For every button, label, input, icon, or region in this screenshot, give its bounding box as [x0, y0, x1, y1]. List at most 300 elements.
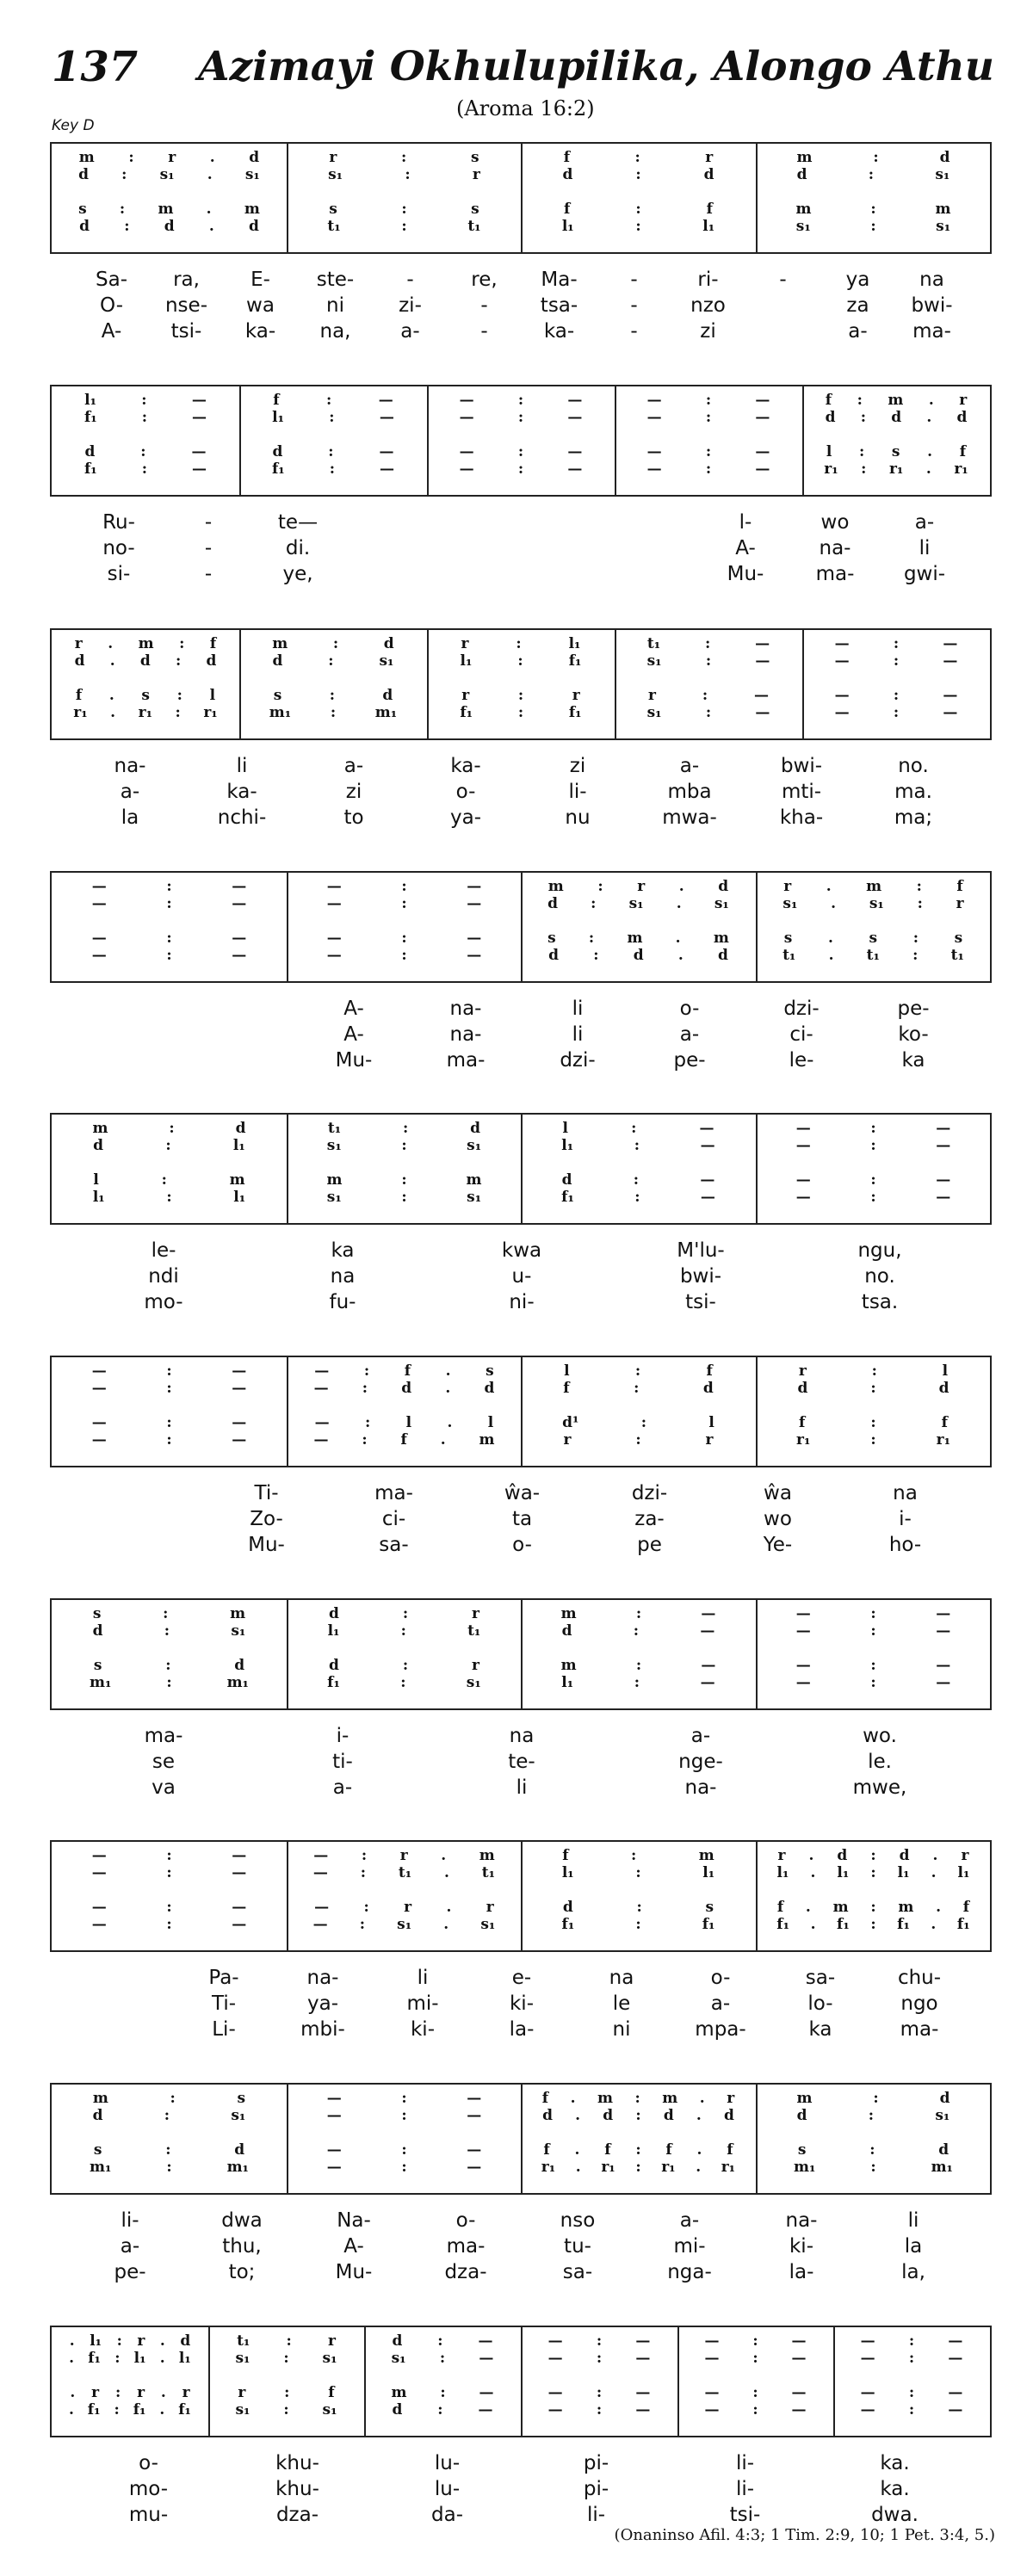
note-token: : [635, 1657, 642, 1674]
note-token: s [471, 149, 479, 166]
note-token: . [69, 2350, 75, 2367]
note-token: : [705, 635, 711, 652]
note-token: : [893, 652, 900, 670]
note-token: . [805, 1899, 811, 1916]
voice-notes [297, 1916, 511, 1933]
note-token: — [755, 635, 770, 652]
note-token: s₁ [231, 2107, 246, 2124]
note-token: r [705, 1431, 714, 1449]
staff-box [50, 385, 992, 497]
note-token: — [232, 1847, 247, 1864]
note-token: d [392, 2332, 403, 2350]
note-token: s [273, 687, 282, 704]
note-token: : [359, 1916, 365, 1933]
note-token: r [329, 149, 337, 166]
note-token: : [870, 201, 876, 218]
note-token: — [567, 409, 583, 426]
lyric-syllable: te— [277, 511, 319, 534]
note-token: — [459, 460, 474, 478]
note-token: . [445, 1380, 451, 1397]
note-token: : [908, 2384, 915, 2401]
bar-line [239, 630, 241, 738]
note-token: f [799, 1414, 806, 1431]
lyric-syllable: kha- [779, 806, 824, 829]
lyric-syllable: ma- [900, 2018, 939, 2041]
lyric-syllable: na- [819, 537, 851, 559]
note-token: : [635, 201, 641, 218]
note-token: — [91, 895, 107, 912]
voice-notes [531, 201, 745, 218]
lyric-syllable: Ti- [254, 1482, 279, 1504]
note-token: s₁ [328, 166, 343, 183]
note-token: s₁ [322, 2401, 337, 2418]
note-token: m [466, 1171, 482, 1189]
voice-notes [62, 392, 229, 409]
voice-notes [766, 1916, 980, 1933]
voice-notes [297, 2159, 511, 2176]
voice-notes [437, 635, 604, 652]
bar-line [287, 1115, 288, 1223]
note-token: — [191, 392, 207, 409]
note-token: : [360, 1864, 367, 1881]
lyric-syllable: - [406, 269, 414, 291]
note-token: s [705, 1899, 714, 1916]
note-token: — [936, 1605, 951, 1622]
note-token: . [110, 704, 116, 721]
lyric-syllable: Ru- [102, 511, 135, 534]
voice-notes [531, 1847, 745, 1864]
note-token: : [596, 2401, 603, 2418]
lyric-syllable: li [919, 537, 931, 559]
lyric-syllable: zi- [399, 294, 422, 317]
voice-notes [766, 218, 980, 235]
voice-notes [531, 1414, 745, 1431]
note-token: l₁ [702, 218, 715, 235]
voice-notes [437, 443, 604, 460]
note-token: d [139, 652, 151, 670]
note-token: m [479, 1431, 495, 1449]
note-token: f [400, 1431, 407, 1449]
note-token: — [948, 2384, 963, 2401]
note-token: — [191, 443, 207, 460]
note-token: — [326, 2090, 342, 2107]
note-token: . [445, 1362, 451, 1380]
music-system [50, 2326, 992, 2545]
note-token: : [873, 149, 879, 166]
note-token: l₁ [561, 1674, 574, 1691]
note-token: . [931, 1916, 937, 1933]
note-token: t₁ [398, 1864, 412, 1881]
note-token: f₁ [956, 1916, 970, 1933]
note-token: f [543, 2141, 550, 2159]
note-token: s₁ [869, 895, 884, 912]
note-token: : [114, 2384, 121, 2401]
lyric-syllable: i- [899, 1508, 912, 1530]
note-token: — [791, 2401, 807, 2418]
note-token: s₁ [936, 218, 951, 235]
lyric-syllable: ti- [332, 1751, 353, 1773]
voice-notes [813, 460, 980, 478]
note-token: — [567, 460, 583, 478]
lyric-syllable: si- [107, 563, 131, 585]
note-token: — [943, 704, 958, 721]
note-token: f₁ [837, 1916, 850, 1933]
lyric-syllable: khu- [275, 2478, 319, 2500]
voice-notes [62, 895, 276, 912]
note-token: : [401, 201, 407, 218]
note-token: f₁ [133, 2401, 146, 2418]
voice-notes [531, 1380, 745, 1397]
lyric-syllable: da- [431, 2504, 463, 2526]
lyric-syllable: - [204, 511, 213, 534]
note-token: — [459, 443, 474, 460]
voice-notes [531, 1120, 745, 1137]
lyric-syllable: na [509, 1725, 535, 1747]
note-token: f [75, 687, 83, 704]
voice-notes [297, 2107, 511, 2124]
note-token: : [893, 687, 900, 704]
note-token: . [826, 878, 832, 895]
note-token: — [232, 947, 247, 964]
note-token: t₁ [950, 947, 964, 964]
note-token: r [798, 1362, 807, 1380]
bar-line [239, 386, 241, 495]
note-token: m₁ [374, 704, 398, 721]
note-token: f₁ [271, 460, 285, 478]
voice-notes [62, 1137, 276, 1154]
voice-notes [766, 930, 980, 947]
note-token: : [868, 166, 875, 183]
voice-notes [813, 635, 980, 652]
note-token: : [403, 1120, 409, 1137]
note-token: l₁ [84, 392, 97, 409]
note-token: : [401, 2159, 407, 2176]
lyric-syllable: dwa. [871, 2504, 919, 2526]
note-token: : [870, 1120, 876, 1137]
lyric-syllable: fu- [329, 1291, 356, 1313]
note-token: : [917, 895, 923, 912]
lyric-syllable: li- [121, 2209, 139, 2232]
lyric-syllable: dza- [444, 2261, 487, 2283]
voice-notes [62, 1847, 276, 1864]
note-token: d [837, 1847, 848, 1864]
note-token: : [517, 409, 524, 426]
music-system [50, 1598, 992, 1818]
lyric-syllable: ste- [316, 269, 355, 291]
voice-notes [62, 1657, 276, 1674]
voice-notes [844, 2350, 980, 2367]
note-token: — [795, 1120, 811, 1137]
note-token: — [704, 2384, 720, 2401]
note-token: d [78, 166, 89, 183]
lyric-syllable: na- [114, 755, 146, 777]
note-token: — [192, 460, 207, 478]
note-token: m [391, 2384, 407, 2401]
note-token: : [166, 930, 172, 947]
note-token: d [825, 409, 836, 426]
voice-notes [62, 443, 229, 460]
lyric-syllable: o- [710, 1967, 731, 1989]
voice-notes [297, 895, 511, 912]
lyric-syllable: ma- [446, 2235, 486, 2258]
lyric-syllable: nu [565, 806, 591, 829]
note-token: l₁ [561, 218, 574, 235]
voice-notes [437, 704, 604, 721]
note-token: l [708, 1414, 714, 1431]
note-token: — [467, 2141, 482, 2159]
voice-notes [62, 1189, 276, 1206]
voice-notes [813, 443, 980, 460]
note-token: r [399, 1847, 408, 1864]
lyric-syllable: li [417, 1967, 429, 1989]
note-token: : [596, 2384, 603, 2401]
voice-notes [62, 1622, 276, 1640]
lyric-syllable: - [480, 320, 488, 343]
note-token: — [567, 443, 583, 460]
voice-notes [625, 392, 792, 409]
note-token: d [248, 218, 259, 235]
note-token: f [706, 1362, 713, 1380]
note-token: t₁ [237, 2332, 251, 2350]
lyric-syllable: ka [331, 1239, 355, 1262]
voice-notes [219, 2350, 354, 2367]
note-token: — [936, 1622, 951, 1640]
lyric-syllable: za [846, 294, 869, 317]
voice-notes [531, 1137, 745, 1154]
voice-notes [531, 2350, 667, 2367]
note-token: r [74, 635, 83, 652]
note-token: r [486, 1899, 494, 1916]
voice-notes [219, 2332, 354, 2350]
lyric-syllable: a- [343, 755, 364, 777]
note-token: — [943, 652, 958, 670]
note-token: — [699, 1120, 714, 1137]
lyric-syllable: ya [845, 269, 870, 291]
lyric-syllable: ngo [900, 1992, 938, 2015]
lyric-syllable: nse- [164, 294, 207, 317]
lyric-syllable: ta [511, 1508, 533, 1530]
voice-notes [62, 1899, 276, 1916]
note-token: — [547, 2401, 563, 2418]
note-token: — [91, 1414, 107, 1431]
note-token: : [170, 2090, 176, 2107]
lyric-syllable: le [612, 1992, 631, 2015]
lyric-syllable: dza- [275, 2504, 319, 2526]
voice-notes [62, 2107, 276, 2124]
note-token: f [404, 1362, 411, 1380]
note-token: : [362, 1431, 368, 1449]
note-token: : [400, 1674, 406, 1691]
note-token: d [235, 1120, 246, 1137]
note-token: — [755, 460, 770, 478]
note-token: — [91, 947, 107, 964]
note-token: f₁ [897, 1916, 910, 1933]
note-token: : [330, 704, 337, 721]
note-token: l [564, 1362, 570, 1380]
note-token: : [166, 2159, 172, 2176]
lyric-syllable: l- [739, 511, 752, 534]
note-token: f₁ [327, 1674, 340, 1691]
note-token: m [92, 1120, 108, 1137]
note-token: . [159, 2332, 165, 2350]
note-token: : [893, 635, 900, 652]
note-token: . [574, 2141, 580, 2159]
note-token: d [718, 878, 729, 895]
note-token: f₁ [561, 1916, 575, 1933]
voice-notes [374, 2384, 510, 2401]
note-token: : [166, 1899, 172, 1916]
lyric-syllable: Mu- [335, 2261, 373, 2283]
note-token: — [943, 687, 958, 704]
note-token: s₁ [935, 2107, 950, 2124]
voice-notes [297, 1137, 511, 1154]
note-token: f₁ [568, 652, 582, 670]
note-token: : [400, 1622, 406, 1640]
lyric-syllable: ye, [282, 563, 313, 585]
note-token: r₁ [541, 2159, 556, 2176]
lyric-syllable: Mu- [727, 563, 764, 585]
note-token: : [702, 687, 708, 704]
note-token: d [84, 443, 96, 460]
voice-notes [297, 1120, 511, 1137]
staff-box [50, 2326, 992, 2437]
note-token: : [635, 2141, 641, 2159]
note-token: . [696, 2107, 702, 2124]
note-token: l₁ [561, 1864, 574, 1881]
note-token: m [796, 149, 813, 166]
voice-notes [766, 1431, 980, 1449]
lyric-syllable: ni- [509, 1291, 535, 1313]
note-token: — [314, 1899, 330, 1916]
note-token: . [575, 2107, 581, 2124]
voice-notes [297, 201, 511, 218]
voice-notes [62, 2090, 276, 2107]
note-token: : [870, 1674, 876, 1691]
note-token: — [635, 2350, 651, 2367]
lyric-syllable: va [152, 1776, 176, 1799]
bar-line [756, 1357, 758, 1466]
note-token: d [797, 1380, 808, 1397]
note-token: s₁ [466, 1674, 481, 1691]
note-token: : [516, 635, 522, 652]
bar-line [208, 2327, 210, 2436]
voice-notes [62, 2350, 198, 2367]
note-token: : [401, 878, 407, 895]
voice-notes [625, 635, 792, 652]
note-token: : [635, 1864, 641, 1881]
note-token: : [870, 1916, 876, 1933]
voice-notes [844, 2384, 980, 2401]
lyric-syllable: - [630, 269, 638, 291]
lyric-syllable: ri- [697, 269, 719, 291]
voice-notes [297, 1622, 511, 1640]
note-token: : [635, 218, 641, 235]
note-token: d¹ [562, 1414, 579, 1431]
lyric-syllable: sa- [562, 2261, 593, 2283]
note-token: — [936, 1120, 951, 1137]
note-token: — [936, 1171, 951, 1189]
note-token: — [467, 2107, 482, 2124]
note-token: — [232, 930, 247, 947]
note-token: : [858, 443, 865, 460]
note-token: : [176, 687, 182, 704]
lyric-syllable: Ti- [211, 1992, 237, 2015]
staff-box [50, 628, 992, 740]
note-token: m [479, 1847, 495, 1864]
voice-notes [250, 392, 417, 409]
lyric-syllable: ka- [244, 320, 276, 343]
note-token: — [232, 1864, 247, 1881]
note-token: l₁ [133, 2350, 146, 2367]
voice-notes [766, 1864, 980, 1881]
note-token: d [164, 218, 175, 235]
lyric-syllable: zi [569, 755, 586, 777]
voice-notes [62, 1362, 276, 1380]
note-token: m [832, 1899, 849, 1916]
lyric-syllable: thu, [222, 2235, 262, 2258]
note-token: : [164, 1622, 170, 1640]
lyric-syllable: no- [102, 537, 135, 559]
voice-notes [62, 460, 229, 478]
note-token: — [936, 1189, 951, 1206]
voice-notes [531, 1622, 745, 1640]
note-token: m₁ [269, 704, 292, 721]
note-token: : [165, 1657, 171, 1674]
note-token: — [232, 1414, 247, 1431]
note-token: — [755, 392, 770, 409]
voice-notes [531, 930, 745, 947]
bar-line [364, 2327, 366, 2436]
note-token: : [908, 2401, 915, 2418]
note-token: : [169, 1120, 175, 1137]
note-token: . [68, 2401, 74, 2418]
note-token: — [326, 947, 342, 964]
note-token: . [675, 930, 681, 947]
lyric-syllable: li [907, 2209, 919, 2232]
lyric-syllable: ma- [144, 1725, 183, 1747]
voice-notes [62, 2159, 276, 2176]
note-token: : [870, 1899, 876, 1916]
note-token: t₁ [481, 1864, 496, 1881]
note-token: d [470, 1120, 481, 1137]
note-token: : [870, 1414, 876, 1431]
lyric-syllable: mwe, [852, 1776, 907, 1799]
voice-notes [62, 1171, 276, 1189]
lyric-syllable: a- [400, 320, 420, 343]
note-token: : [166, 1674, 172, 1691]
note-token: — [646, 460, 662, 478]
note-token: . [570, 2090, 576, 2107]
note-token: f [541, 2090, 549, 2107]
note-token: s₁ [391, 2350, 406, 2367]
note-token: l [562, 1120, 568, 1137]
note-token: : [705, 460, 712, 478]
bar-line [287, 1842, 288, 1950]
note-token: : [596, 2332, 603, 2350]
voice-notes [531, 1916, 745, 1933]
note-token: s [783, 930, 793, 947]
voice-notes [297, 1899, 511, 1916]
note-token: s [954, 930, 963, 947]
note-token: : [870, 1622, 876, 1640]
note-token: t₁ [467, 1622, 481, 1640]
note-token: f [959, 443, 967, 460]
note-token: : [166, 1864, 172, 1881]
lyric-syllable: li- [568, 781, 587, 803]
voice-notes [62, 704, 229, 721]
music-system [50, 142, 992, 361]
lyric-syllable: nzo [690, 294, 726, 317]
